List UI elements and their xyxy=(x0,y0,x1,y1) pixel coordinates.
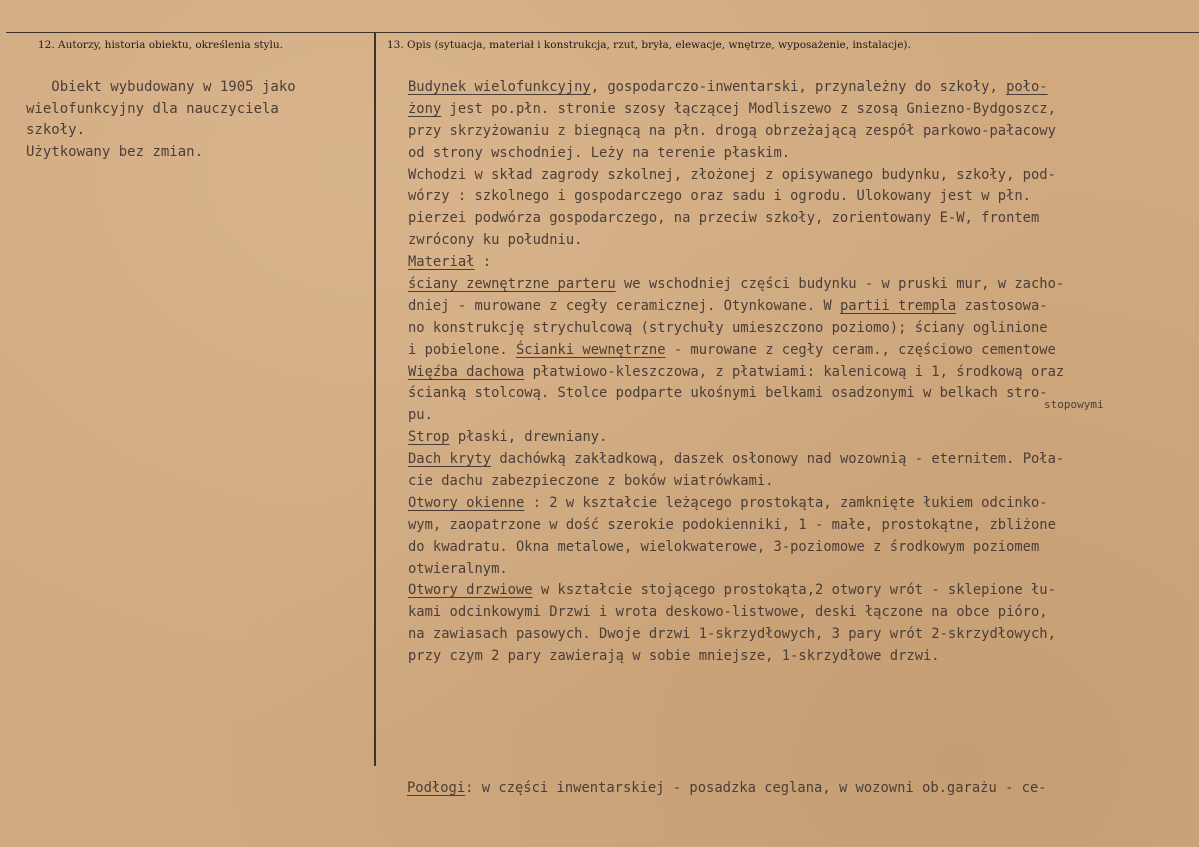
underlined-term: Podłogi xyxy=(407,780,466,796)
text-segment: , gospodarczo-inwentarski, przynależny do szkoły, xyxy=(590,79,1007,95)
text-line xyxy=(408,143,1194,165)
underlined-term: Dach kryty xyxy=(408,451,492,468)
text-segment: : 2 w kształcie leżącego prostokąta, zamknięte łukiem odcinko- xyxy=(524,494,1048,511)
text-line: wielofunkcyjny dla nauczyciela xyxy=(26,100,279,117)
text-line xyxy=(408,449,1194,471)
underlined-term: partii trempla xyxy=(839,297,957,314)
underlined-term: Ścianki wewnętrzne xyxy=(515,341,666,358)
inserted-word: stopowymi xyxy=(1044,398,1104,411)
underlined-term: poło- xyxy=(1006,79,1048,95)
text-line xyxy=(408,208,1194,230)
text-line xyxy=(408,580,1194,602)
text-line xyxy=(408,99,1194,121)
section-13-text xyxy=(408,77,1194,668)
text-segment: płaski, drewniany. xyxy=(449,429,608,446)
text-line xyxy=(408,274,1194,296)
text-segment: zastosowa- xyxy=(956,297,1048,314)
text-segment: dachówką zakładkową, daszek osłonowy nad wozownią - eternitem. Poła- xyxy=(491,451,1065,468)
underlined-term: Otwory drzwiowe xyxy=(408,582,533,599)
underlined-term: Otwory okienne xyxy=(408,494,525,511)
text-line xyxy=(408,121,1194,143)
section-12-header: 12. Autorzy, historia obiektu, określenia stylu. xyxy=(38,39,283,51)
text-line: Obiekt wybudowany w 1905 jako xyxy=(26,79,296,95)
text-line xyxy=(408,624,1194,646)
underlined-term: Materiał xyxy=(408,254,475,271)
text-segment: kami odcinkowymi Drzwi i wrota deskowo-listwowe, deski łączone na obce pióro, xyxy=(408,604,1048,621)
text-segment: jest po.płn. stronie szosy łączącej Modliszewo z szosą Gniezno-Bydgoszcz, xyxy=(441,100,1056,117)
text-segment: cie dachu zabezpieczone z boków wiatrówkami. xyxy=(408,473,774,490)
text-segment: : w części inwentarskiej - posadzka ceglana, w wozowni ob.garażu - ce- xyxy=(465,780,1047,796)
text-line xyxy=(408,471,1194,493)
text-segment: ścianką stolcową. Stolce podparte ukośnymi belkami osadzonymi w belkach stro- xyxy=(408,385,1048,402)
text-line xyxy=(408,77,1194,99)
text-line xyxy=(408,646,1194,668)
text-line xyxy=(408,165,1194,187)
underlined-term: Budynek wielofunkcyjny xyxy=(408,79,591,95)
text-line: szkoły. xyxy=(26,122,86,138)
text-segment: przy czym 2 pary zawierają w sobie mniejsze, 1-skrzydłowe drzwi. xyxy=(408,648,940,665)
text-segment: otwieralnym. xyxy=(408,560,508,577)
section-13-last-line xyxy=(407,780,1047,796)
text-line xyxy=(408,362,1194,384)
text-line xyxy=(408,559,1194,581)
text-segment: do kwadratu. Okna metalowe, wielokwaterowe, 3-poziomowe z środkowym poziomem xyxy=(408,538,1040,555)
text-line: Użytkowany bez zmian. xyxy=(26,143,204,160)
text-segment: na zawiasach pasowych. Dwoje drzwi 1-skrzydłowych, 3 pary wrót 2-skrzydłowych, xyxy=(408,626,1056,643)
text-segment: Wchodzi w skład zagrody szkolnej, złożonej z opisywanego budynku, szkoły, pod- xyxy=(408,166,1056,183)
text-segment: płatwiowo-kleszczowa, z płatwiami: kalenicową i 1, środkową oraz xyxy=(524,363,1065,380)
text-segment: pu. xyxy=(408,407,433,424)
underlined-term: Strop xyxy=(408,429,450,446)
underlined-term: ściany zewnętrzne parteru xyxy=(408,276,616,293)
text-segment: w kształcie stojącego prostokąta,2 otwory wrót - sklepione łu- xyxy=(532,582,1056,599)
text-segment: pierzei podwórza gospodarczego, na przeciw szkoły, zorientowany E-W, frontem xyxy=(408,210,1040,227)
text-segment: zwrócony ku południu. xyxy=(408,232,583,249)
section-12-text xyxy=(26,77,366,163)
text-segment: wym, zaopatrzone w dość szerokie podokienniki, 1 - małe, prostokątne, zbliżone xyxy=(408,516,1056,533)
section-13-header: 13. Opis (sytuacja, materiał i konstrukcja, rzut, bryła, elewacje, wnętrze, wyposażenie, instalacje). xyxy=(387,39,911,51)
text-line xyxy=(408,340,1194,362)
text-line xyxy=(408,318,1194,340)
text-segment: we wschodniej części budynku - w pruski mur, w zacho- xyxy=(615,276,1065,293)
underlined-term: żony xyxy=(408,100,442,117)
text-segment: : xyxy=(474,254,492,271)
text-line xyxy=(408,252,1194,274)
text-line xyxy=(408,427,1194,449)
text-segment: - murowane z cegły ceram., częściowo cementowe xyxy=(665,341,1056,358)
text-segment: przy skrzyżowaniu z biegnącą na płn. drogą obrzeżającą zespół parkowo-pałacowy xyxy=(408,122,1056,139)
text-line xyxy=(408,493,1194,515)
text-segment: no konstrukcję strychulcową (strychuły umieszczono poziomo); ściany oglinione xyxy=(408,319,1048,336)
text-line xyxy=(408,230,1194,252)
underlined-term: Więźba dachowa xyxy=(408,363,525,380)
text-line xyxy=(408,296,1194,318)
text-line xyxy=(408,537,1194,559)
top-border-line xyxy=(6,32,1199,33)
text-segment: od strony wschodniej. Leży na terenie płaskim. xyxy=(408,144,791,161)
text-segment: wórzy : szkolnego i gospodarczego oraz sadu i ogrodu. Ulokowany jest w płn. xyxy=(408,188,1031,205)
text-segment: dniej - murowane z cegły ceramicznej. Otynkowane. W xyxy=(408,297,840,314)
text-segment: i pobielone. xyxy=(408,341,516,358)
column-divider xyxy=(374,32,376,766)
text-line xyxy=(408,602,1194,624)
text-line xyxy=(408,515,1194,537)
text-line xyxy=(408,186,1194,208)
